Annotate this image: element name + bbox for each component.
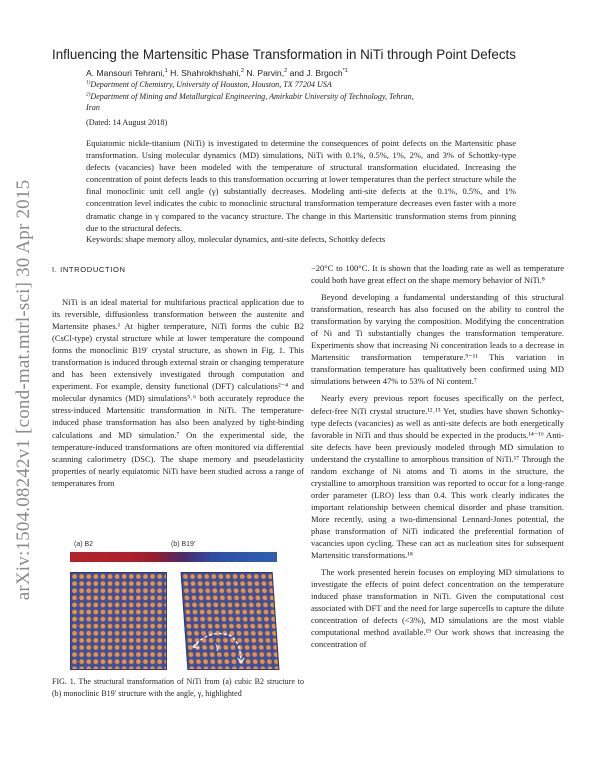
left-column [52, 296, 304, 489]
abstract: Equiatomic nickle-titanium (NiTi) is investigated to determine the consequences of point defects on the Martensitic phase transformation. Using molecular dynamics (MD) simulations, NiTi with 0.1%, 0.5%, 1%, 2%, and 3% of Schottky-type defects (vacancies) have been modeled with the temperature of structural transformation elucidated. Increasing the concentration of point defects leads to this transformation occurring at lower temperatures than the perfect structure while the final monoclinic unit cell angle (γ) substantially decreases. Modeling anti-site defects at the 0.1%, 0.5%, and 1% concentration level indicates the cubic to monoclinic structural transformation temperature decreases even faster with a more dramatic change in γ compared to the vacancy structure. The change in this Martensitic transformation stems from pinning due to the structural defects. [86, 138, 516, 233]
paragraph: The work presented herein focuses on employing MD simulations to investigate the effects of point defect concentration on the temperature induced phase transformation in NiTi. Given the computational cost associated with DFT and the need for large supercells to capture the dilute concentration of defects (<3%), MD simulations are the most viable computational method available.¹⁹ Our work shows that increasing the concentration of [311, 567, 564, 650]
angle-gamma-icon [189, 627, 249, 667]
section-heading-introduction: I. INTRODUCTION [52, 265, 126, 274]
paragraph: Nearly every previous report focuses specifically on the perfect, defect-free NiTi crystal structure.¹²˒¹³ Yet, studies have shown Schottky-type defects (vacancies) as well as anti-site defects are both energetically favorable in NiTi and thus should be expected in the products.¹⁴⁻¹⁶ Anti-site defects have been previously modeled through MD simulation to understand the crystalline to amorphous transition of NiTi.¹⁷ Through the random exchange of Ni atoms and Ti atoms in the structure, the crystalline to amorphous transition was reported to occur for a long-range order parameter (LRO) less than 0.4. This work clearly indicates the important relationship between chemical disorder and phase transition. More recently, using a two-dimensional Lennard-Jones potential, the phase transformation of NiTi indicated the preferential formation of vacancies upon cycling. These can act as nucleation sites for subsequent Martensitic transformations.¹⁸ [311, 393, 564, 561]
author: and J. Brgoch [289, 68, 343, 78]
keywords: Keywords: shape memory alloy, molecular dynamics, anti-site defects, Schottky defects [86, 234, 386, 244]
arxiv-identifier[interactable]: arXiv:1504.08242v1 [cond-mat.mtrl-sci] 30 Apr 2015 [13, 179, 34, 601]
figure-label-a: (a) B2 [74, 541, 94, 548]
b2-lattice-image [70, 572, 167, 670]
author-list [86, 68, 348, 78]
right-column [311, 262, 564, 650]
affiliation [86, 92, 414, 101]
figure-label-b: (b) B19′ [171, 541, 196, 548]
author-affil-mark: 2 [284, 68, 288, 75]
affil-text: Iran [86, 103, 100, 112]
affiliation-continued [86, 103, 100, 112]
author-affil-mark: *1 [342, 68, 348, 75]
paper-title: Influencing the Martensitic Phase Transformation in NiTi through Point Defects [52, 47, 516, 62]
paragraph: −20°C to 100°C. It is shown that the loading rate as well as temperature could both have great effect on the shape memory behavior of NiTi.⁸ [311, 263, 564, 286]
author: N. Parvin, [246, 68, 285, 78]
figure-1 [68, 541, 300, 666]
author: A. Mansouri Tehrani, [86, 68, 165, 78]
author-affil-mark: 1 [164, 68, 168, 75]
figure-caption: FIG. 1. The structural transformation of NiTi from (a) cubic B2 structure to (b) monoclinic B19′ structure with the angle, γ, highlighted [52, 677, 304, 698]
author-affil-mark: 2 [240, 68, 244, 75]
author: H. Shahrokhshahi, [170, 68, 241, 78]
paragraph: Beyond developing a fundamental understanding of this structural transformation, research has also focused on the ability to control the transformation by varying the composition. Modifying the concentration of Ni and Ti substantially changes the transformation temperature. Experiments show that increasing Ni concentration leads to a decrease in Martensitic transformation temperature.⁹⁻¹¹ This variation in transformation temperature has qualitatively been confirmed using MD simulations between 47% to 53% of Ni content.⁷ [311, 292, 564, 387]
arxiv-stamp [4, 60, 44, 720]
affil-mark: 2) [86, 91, 91, 98]
paragraph: NiTi is an ideal material for multifarious practical application due to its reversible, diffusionless transformation between the austenite and Martensite phases.¹ At higher temperature, NiTi forms the cubic B2 (CsCl-type) crystal structure while at lower temperature the compound forms the monoclinic B19′ crystal structure, as shown in Fig. 1. This transformation is induced through external strain or changing temperature and has been extensively investigated through computation and experiment. For example, density functional (DFT) calculations²⁻⁴ and molecular dynamics (MD) simulations⁵˒⁶ both accurately reproduce the stress-induced Martensitic transformation in NiTi. The temperature-induced phase transformation has also been analyzed by tight-binding calculations and MD simulation.⁷ On the experimental side, the temperature-induced transformations are often monitored via differential scanning calorimetry (DSC). The shape memory and pseudelasticity properties of nearly equiatomic NiTi have been studied across a range of temperatures from [52, 297, 304, 488]
affil-text: Department of Chemistry, University of Houston, Houston, TX 77204 USA [90, 80, 332, 89]
svg-text:γ: γ [215, 642, 220, 651]
temperature-colorbar [70, 552, 277, 562]
affiliation [86, 80, 332, 89]
affil-text: Department of Mining and Metallurgical Engineering, Amirkabir University of Technology, Tehran, [90, 92, 414, 101]
affil-mark: 1) [86, 79, 91, 86]
date-line: (Dated: 14 August 2018) [86, 118, 168, 127]
